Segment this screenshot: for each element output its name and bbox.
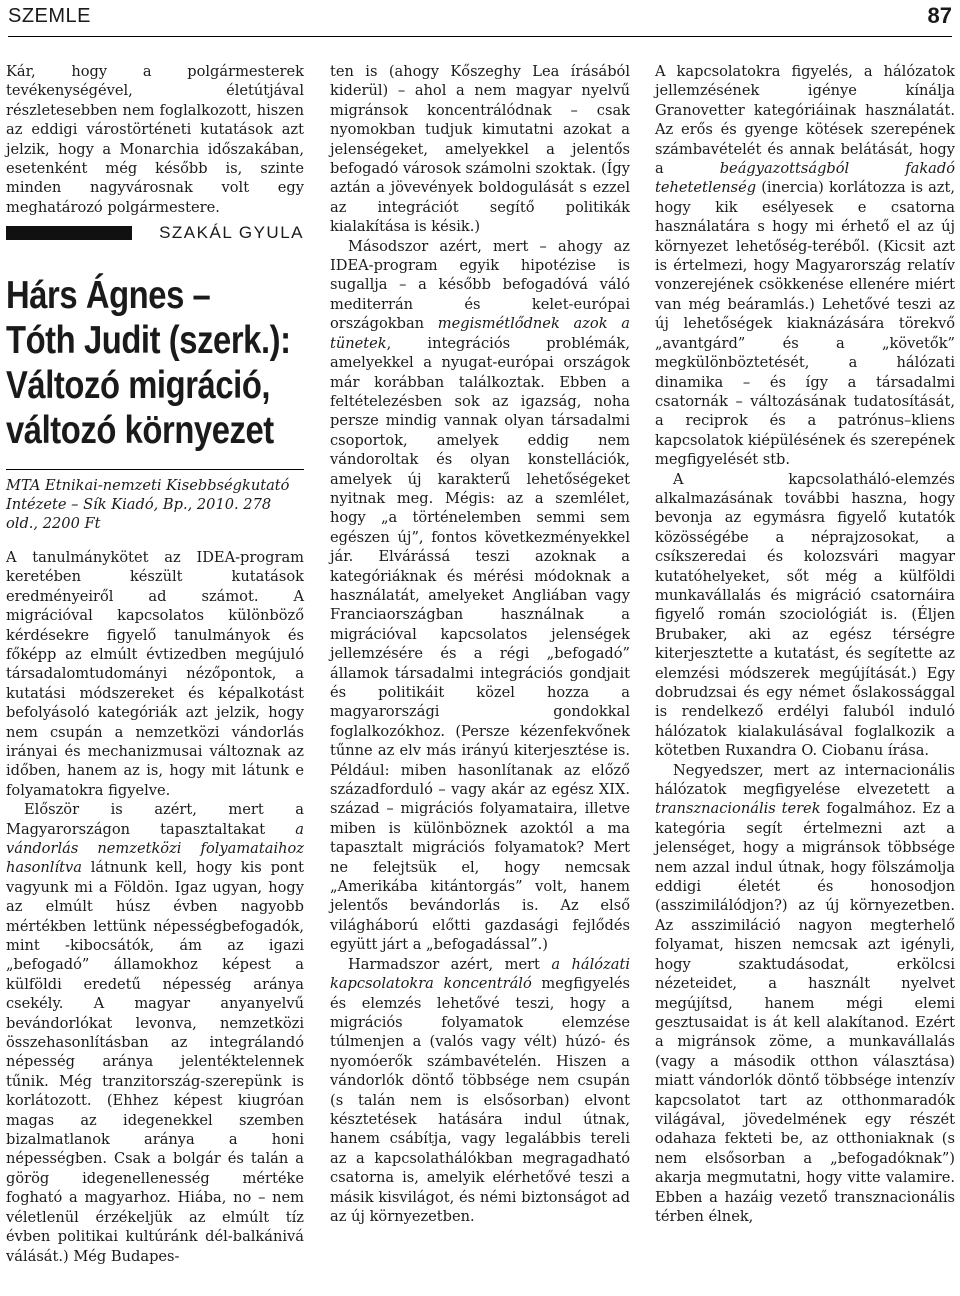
page-number: 87 [927,3,952,28]
book-title-line: Változó migráció, [6,363,271,407]
paragraph: A kapcsolatháló-elemzés alkalmazásának további haszna, hogy bevonja az egymásra figyelő kutatók közösségébe a néprajzosokat, a csíkszeredai és kolozsvári magyar kutatóhelyeket, sőt még a külföldi munkavállalás és migráció csatornáira figyelő román szociológiát is. (Éljen Brubaker, aki az egész térségre kiterjesztette a kutatást, és segítette az elemzési módszerek megújítását.) Egy dobrudzsai és egy német őslakossággal is rendelkező erdélyi faluból induló hálózatok kialakulásával foglalkozik a kötetben Ruxandra O. Ciobanu írása. [655,470,955,760]
paragraph: Harmadszor azért, mert a hálózati kapcsolatokra koncentráló megfigyelés és elemzés lehetővé teszi, hogy a migrációs folyamatok elemzése túlmenjen a (valós vagy vélt) húzó- és nyomóerők számbavételén. Hiszen a vándorlók döntő többsége nem csupán (s talán nem is elsősorban) elvont késztetések hatására indul útnak, hanem csábítja, vagy legalábbis tereli az a kapcsolathálókban megragadható csatorna is, amelyik elérhetővé teszi a másik kisvilágot, és némi biztonságot ad az új környezetben. [330,955,630,1225]
previous-review-ending: Kár, hogy a polgármesterek tevékenységével, életútjával részletesebben nem foglalkozott, hiszen az eddigi várostörténeti kutatások azt jelzik, hogy a Monarchia időszakában, esetenként még később is, szinte minden nagyvárosnak volt egy meghatározó polgármestere. [6,63,304,216]
paragraph: A kapcsolatokra figyelés, a hálózatok jellemzésének igénye kínálja Granovetter kategóriáinak használatát. Az erős és gyenge kötések szerepének számbavételét és annak belátását, hogy a beágyazottságból fakadó tehetetlenség (inercia) korlátozza is azt, hogy kik esélyesek e csatorna használatára s hogy mi érhető el az új környezet lehetőség-teréből. (Kicsit azt is értelmezi, hogy Magyarország relatív vonzerejének csökkenése ellenére miért van még beáramlás.) Lehetővé teszi az új lehetőségek kiaknázására törekvő „avantgárd” és a „követők” megkülönböztetését, a hálózati dinamika – és így a társadalmi csatornák – változásának tudatosítását, a reciprok és a patrónus–kliens kapcsolatok kiépülésének és szerepének megfigyelését stb. [655,63,955,469]
column-2 [330,62,630,1226]
paragraph: Negyedszer, mert az internacionális hálózatok megfigyelése elvezetett a transznacionális terek fogalmához. Ez a kategória segít értelmezni azt a jelenséget, hogy a migránsok többsége nem azzal indul útnak, hogy fölszámolja eddigi életét és honosodjon (asszimilálódjon?) az új környezetben. Az asszimiláció nagyon megterhelő folyamat, hiszen nemcsak azt igényli, hogy szaktudásodat, erkölcsi nézeteidet, a használt nyelvet megújítsd, hanem mégi elemi gesztusaidat is át kell alakítanod. Ezért a migránsok zöme, a munkavállalás (vagy a második otthon választása) miatt vándorlók döntő többsége intenzív kapcsolatot tart az otthonmaradók világával, jövedelmének egy részét odahaza fekteti be, az otthoniaknak (s nem elsősorban a „befogadóknak”) akarja megmutatni, hogy vitte valamire. Ebben a hazáig vezető transznacionális térben élnek, [655,761,955,1225]
author-bar-decoration [6,226,132,240]
previous-author-row [6,223,304,242]
magazine-name: SZEMLE [8,5,92,27]
paragraph: ten is (ahogy Kőszeghy Lea írásából kiderül) – ahol a nem magyar nyelvű migránsok koncentrálódnak – csak nyomokban tudjuk kimutatni azokat a jelenségeket, amelyekkel a jelentős befogadó városok számolni szoktak. (Így aztán a jövevények boldogulását s ezzel az integrációt segítő politikák kialakítása is késik.) [330,63,630,236]
publication-info: MTA Etnikai-nemzeti Kisebbségkutató Intézete – Sík Kiadó, Bp., 2010. 278 old., 2200 Ft [6,469,304,534]
paragraph: Először is azért, mert a Magyarországon tapasztaltakat a vándorlás nemzetközi folyamataihoz hasonlítva látnunk kell, hogy kis pont vagyunk mi a Földön. Igaz ugyan, hogy az elmúlt húsz évben nagyobb mértékben lettünk népességbefogadók, mint -kibocsátók, ám az igazi „befogadó” államokhoz képest a külföldi eredetű népesség aránya csekély. A magyar anyanyelvű bevándorlókat levonva, nemzetközi összehasonlításban az integrálandó népesség aránya jelentéktelennek tűnik. Még tranzitország-szerepünk is korlátozott. (Ehhez képest kiugróan magas az idegenekkel szemben bizalmatlanok aránya a honi népességben. Csak a bolgár és talán a görög idegenellenesség mértéke fogható a magyarhoz. Hiába, no – nem véletlenül érzékeljük az elmúlt tíz évben politikai kultúránk dél-balkánivá válását.) Még Budapes- [6,801,304,1265]
paragraph: A tanulmánykötet az IDEA-program keretében készült kutatások eredményeiről ad számot. A migrációval kapcsolatos különböző kérdésekre figyelő tanulmányok és főképp az elmúlt évtizedben megújuló társadalomtudományi nézőpontok, a kutatási módszereket és képalkotást befolyásoló kategóriák azt jelzik, hogy nem csupán a nemzetközi vándorlás irányai és mechanizmusai változnak az időben, hanem az is, hogy mit látunk e folyamatokra figyelve. [6,548,304,799]
book-title-line: változó környezet [6,408,274,452]
column-1 [6,62,304,1266]
column-3 [655,62,955,1226]
page-header [8,0,952,37]
previous-review-author: SZAKÁL GYULA [159,223,304,243]
book-title-line: Hárs Ágnes – [6,273,211,317]
book-title-line: Tóth Judit (szerk.): [6,318,291,362]
book-title [6,273,305,453]
paragraph: Másodszor azért, mert – ahogy az IDEA-program egyik hipotézise is sugallja – a később befogadóvá váló mediterrán és kelet-európai országokban megismétlődnek azok a tünetek, integrációs problémák, amelyekkel a nyugat-európai országok már korábban találkoztak. Ebben a feltételezésben sok az igazság, noha persze mindig vannak olyan társadalmi csoportok, amelyek eddig nem vándoroltak és olyan konstellációk, amelyek új karakterű lehetőségeket nyitnak meg. Mégis: az a szemlélet, hogy „a történelemben semmi sem egészen új”, fontos következményekkel jár. Elvárássá teszi azoknak a kategóriáknak és mérési módoknak a használatát, amelyeket Angliában vagy Franciaországban használnak a migrációval kapcsolatos jelenségek jellemzésére és a régi „befogadó” államok társadalmi integrációs gondjait és politikáit közel hozza a magyarországi gondokkal foglalkozókhoz. (Persze kézenfekvőnek tűnne az elv más irányú kiterjesztése is. Például: miben hasonlítanak az előző századforduló – vagy akár az egész XIX. század – migrációs folyamataira, illetve miben is különböznek azoktól a ma tapasztalt migrációs folyamatok? Mert ne felejtsük el, hogy nemcsak „Amerikába kitántorgás” volt, hanem jelentős bevándorlás is. Az első világháború előtti gazdasági fejlődés együtt járt a „befogadással”.) [330,237,630,954]
